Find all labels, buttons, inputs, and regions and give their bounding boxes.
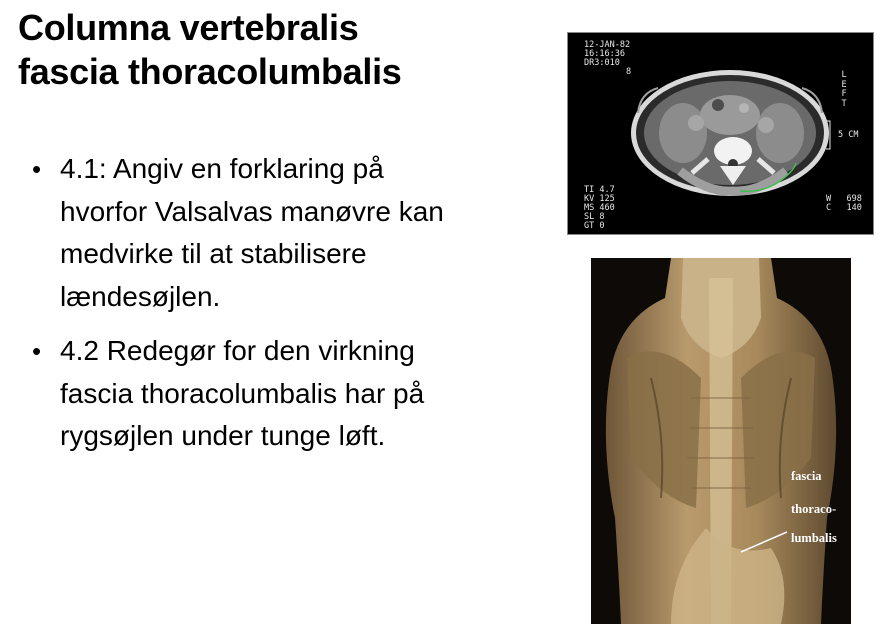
ct-side-label: LEFT: [841, 70, 847, 109]
bullet-list: [28, 148, 468, 470]
ct-kv: KV 125: [584, 194, 615, 204]
label-lumbalis: lumbalis: [791, 531, 837, 545]
ct-c: C 140: [826, 203, 862, 213]
ct-time: 16:16:36: [584, 49, 625, 59]
slide-title: [18, 6, 538, 94]
ct-sl: SL 8: [584, 212, 605, 222]
bullet-text: 4.1: Angiv en forklaring på hvorfor Valsalvas manøvre kan medvirke til at stabilisere lændesøjlen.: [60, 153, 444, 312]
ct-date: 12-JAN-82: [584, 40, 631, 50]
dissection-back-illustration: [591, 258, 851, 624]
ct-dr: DR3:010: [584, 58, 620, 68]
ct-scale: 5 CM: [838, 130, 859, 140]
dissection-photo: [591, 258, 851, 624]
bullet-dot-icon: •: [32, 336, 42, 366]
label-thoraco: thoraco-: [791, 502, 837, 516]
title-line-2: fascia thoracolumbalis: [18, 51, 402, 92]
ct-scan-image: [567, 32, 874, 235]
ct-ms: MS 460: [584, 203, 615, 213]
bullet-dot-icon: •: [32, 154, 42, 184]
title-line-1: Columna vertebralis: [18, 7, 359, 48]
ct-w: W 698: [826, 194, 862, 204]
bullet-text: 4.2 Redegør for den virkning fascia thoracolumbalis har på rygsøjlen under tunge løft.: [60, 335, 425, 451]
bullet-item: [28, 148, 468, 318]
label-fascia: fascia: [791, 469, 822, 483]
ct-ti: TI 4.7: [584, 185, 615, 195]
ct-gt: GT 0: [584, 221, 605, 231]
bullet-item: [28, 330, 468, 458]
ct-number: 8: [626, 67, 632, 77]
